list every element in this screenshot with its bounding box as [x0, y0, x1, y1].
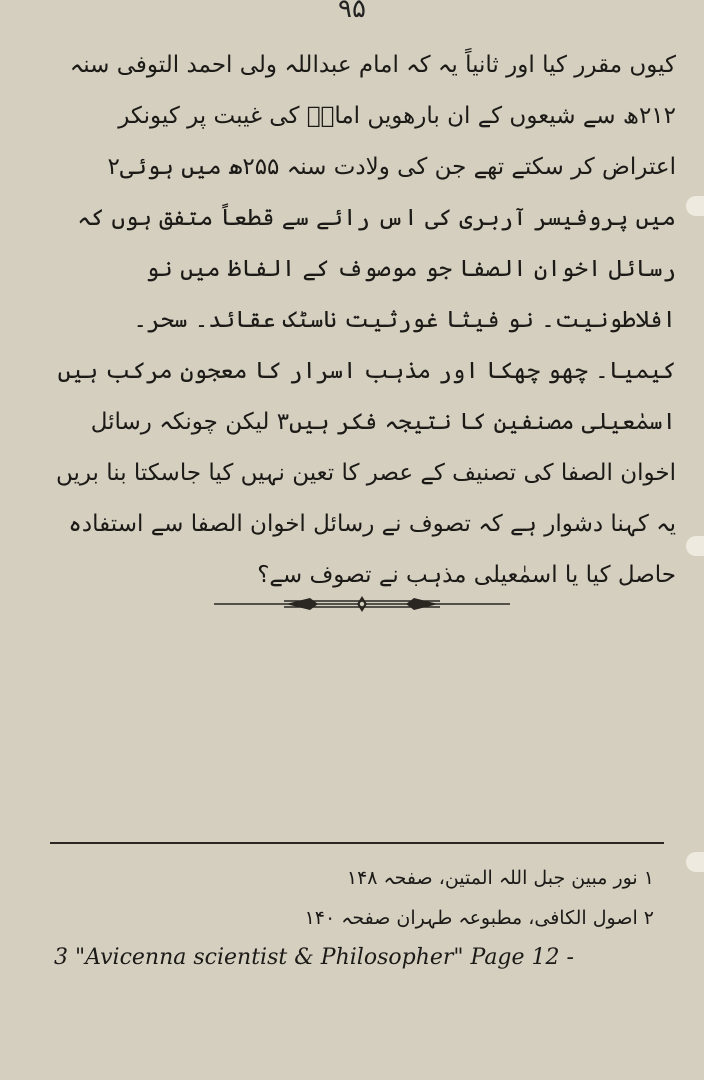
paragraph-2: میں پروفیسر آربری کی اس رائے سے قطعاً متفق ہوں کہ رسائل اخوان الصفا جو موصوف کے الفاظ میں نو افلاطونیت۔ نو فیثا غورثیت ناسٹک عقائد۔ سحر۔ کیمیا۔ چھو چھکا اور مذہب اسرار کا معجون مرکب ہیں اسمٰعیلی مصنفین کا نتیجہ فکر ہیں۳ لیکن چونکہ رسائل اخوان الصفا کی تصنیف کے عصر کا تعین نہیں کیا جاسکتا بنا بریں یہ کہنا دشوار ہے کہ تصوف نے رسائل اخوان الصفا سے استفادہ حاصل کیا یا اسمٰعیلی مذہب نے تصوف سے؟: [55, 205, 676, 588]
footnote-1: [50, 858, 664, 898]
footnote-text: اصول الکافی، مطبوعہ طہران صفحہ ۱۴۰: [304, 907, 638, 929]
body-text: [48, 40, 676, 601]
page-edge-tab: [686, 196, 704, 216]
page-number: ۹۵: [338, 0, 366, 24]
footnote-marker: 3: [54, 945, 68, 970]
footnote-marker: ۲: [643, 907, 654, 929]
section-divider-ornament: [214, 592, 510, 616]
footnote-text: نور مبین جبل اللہ المتین، صفحہ ۱۴۸: [346, 867, 638, 889]
footnote-3: [50, 938, 664, 978]
footnote-text: "Avicenna scientist & Philosopher" Page 12 -: [75, 945, 574, 970]
page-edge-tab: [686, 536, 704, 556]
footnotes: [50, 858, 664, 978]
page-edge-tab: [686, 852, 704, 872]
footnote-marker: ۱: [643, 867, 654, 889]
footnote-separator: [50, 842, 664, 844]
paragraph-1: کیوں مقرر کیا اور ثانیاً یہ کہ امام عبداللہ ولی احمد التوفی سنہ ۲۱۲ھ سے شیعوں کے ان بارھویں امامؑ کی غیبت پر کیونکر اعتراض کر سکتے تھے جن کی ولادت سنہ ۲۵۵ھ میں ہوئی۲: [69, 52, 676, 180]
footnote-2: [50, 898, 664, 938]
